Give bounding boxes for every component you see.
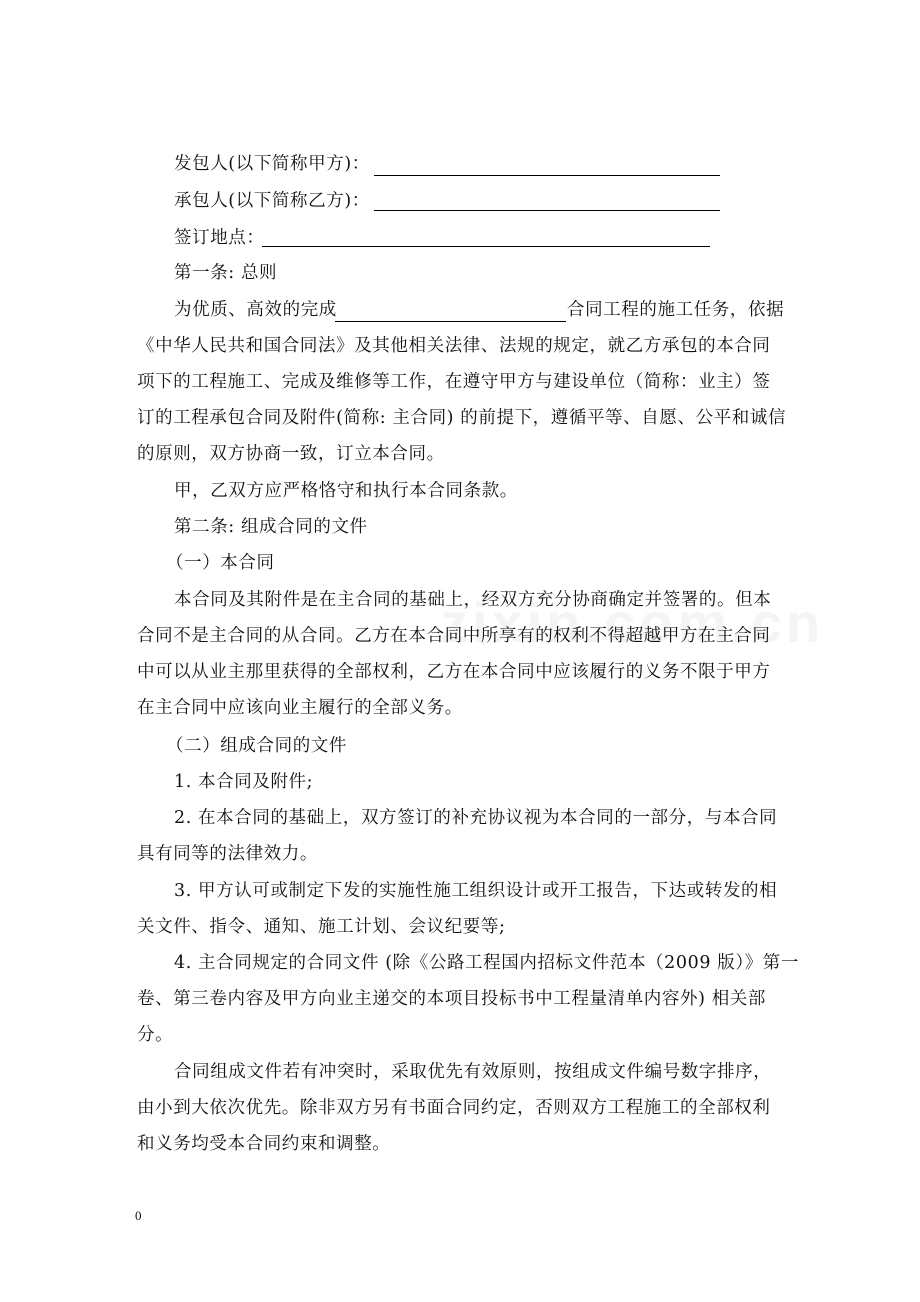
article1-p1-line2: 项下的工程施工、完成及维修等工作，在遵守甲方与建设单位（简称：业主）签	[137, 372, 771, 392]
item3-line1: 关文件、指令、通知、施工计划、会议纪要等;	[137, 917, 506, 937]
place-blank[interactable]	[262, 246, 710, 247]
sub1-line2: 中可以从业主那里获得的全部权利，乙方在本合同中应该履行的义务不限于甲方	[137, 662, 771, 682]
contractor-label: 承包人(以下简称乙方)：	[174, 191, 370, 211]
place-label: 签订地点：	[174, 228, 265, 248]
item4-line1: 卷、第三卷内容及甲方向业主递交的本项目投标书中工程量清单内容外) 相关部	[137, 989, 766, 1009]
project-name-blank[interactable]	[335, 321, 566, 322]
contractor-blank[interactable]	[374, 210, 720, 211]
item4-line2: 分。	[137, 1025, 174, 1045]
item2-line0: 2. 在本合同的基础上，双方签订的补充协议视为本合同的一部分，与本合同	[174, 808, 778, 828]
sub1-line3: 在主合同中应该向业主履行的全部义务。	[137, 698, 463, 718]
article2-title: 第二条: 组成合同的文件	[174, 517, 368, 537]
article1-p1-line4: 的原则，双方协商一致，订立本合同。	[137, 444, 445, 464]
article1-p1-line1: 《中华人民共和国合同法》及其他相关法律、法规的规定，就乙方承包的本合同	[137, 336, 771, 356]
page-number: 0	[135, 1208, 142, 1223]
sub2-title: （二）组成合同的文件	[166, 736, 347, 756]
article1-p1-line0a: 为优质、高效的完成	[174, 300, 337, 320]
article1-p1-line3: 订的工程承包合同及附件(简称: 主合同) 的前提下，遵循平等、自愿、公平和诚信	[137, 408, 787, 428]
article1-p1-line0b: 合同工程的施工任务，依据	[567, 300, 785, 320]
conflict-line2: 和义务均受本合同约束和调整。	[137, 1134, 391, 1154]
article1-p2: 甲，乙双方应严格恪守和执行本合同条款。	[174, 481, 518, 501]
sub1-title: （一）本合同	[166, 553, 275, 573]
item4-line0: 4. 主合同规定的合同文件 (除《公路工程国内招标文件范本（2009 版）》第一	[174, 953, 799, 973]
sub1-line0: 本合同及其附件是在主合同的基础上，经双方充分协商确定并签署的。但本	[174, 590, 772, 610]
article1-title: 第一条: 总则	[174, 263, 278, 283]
conflict-line0: 合同组成文件若有冲突时，采取优先有效原则，按组成文件编号数字排序，	[174, 1062, 772, 1082]
item3-line0: 3. 甲方认可或制定下发的实施性施工组织设计或开工报告，下达或转发的相	[174, 881, 778, 901]
item1: 1. 本合同及附件;	[174, 772, 314, 792]
employer-label: 发包人(以下简称甲方)：	[174, 154, 370, 174]
item2-line1: 具有同等的法律效力。	[137, 844, 318, 864]
sub1-line1: 合同不是主合同的从合同。乙方在本合同中所享有的权利不得超越甲方在主合同	[137, 626, 771, 646]
conflict-line1: 由小到大依次优先。除非双方另有书面合同约定，否则双方工程施工的全部权利	[137, 1098, 771, 1118]
employer-blank[interactable]	[374, 175, 720, 176]
